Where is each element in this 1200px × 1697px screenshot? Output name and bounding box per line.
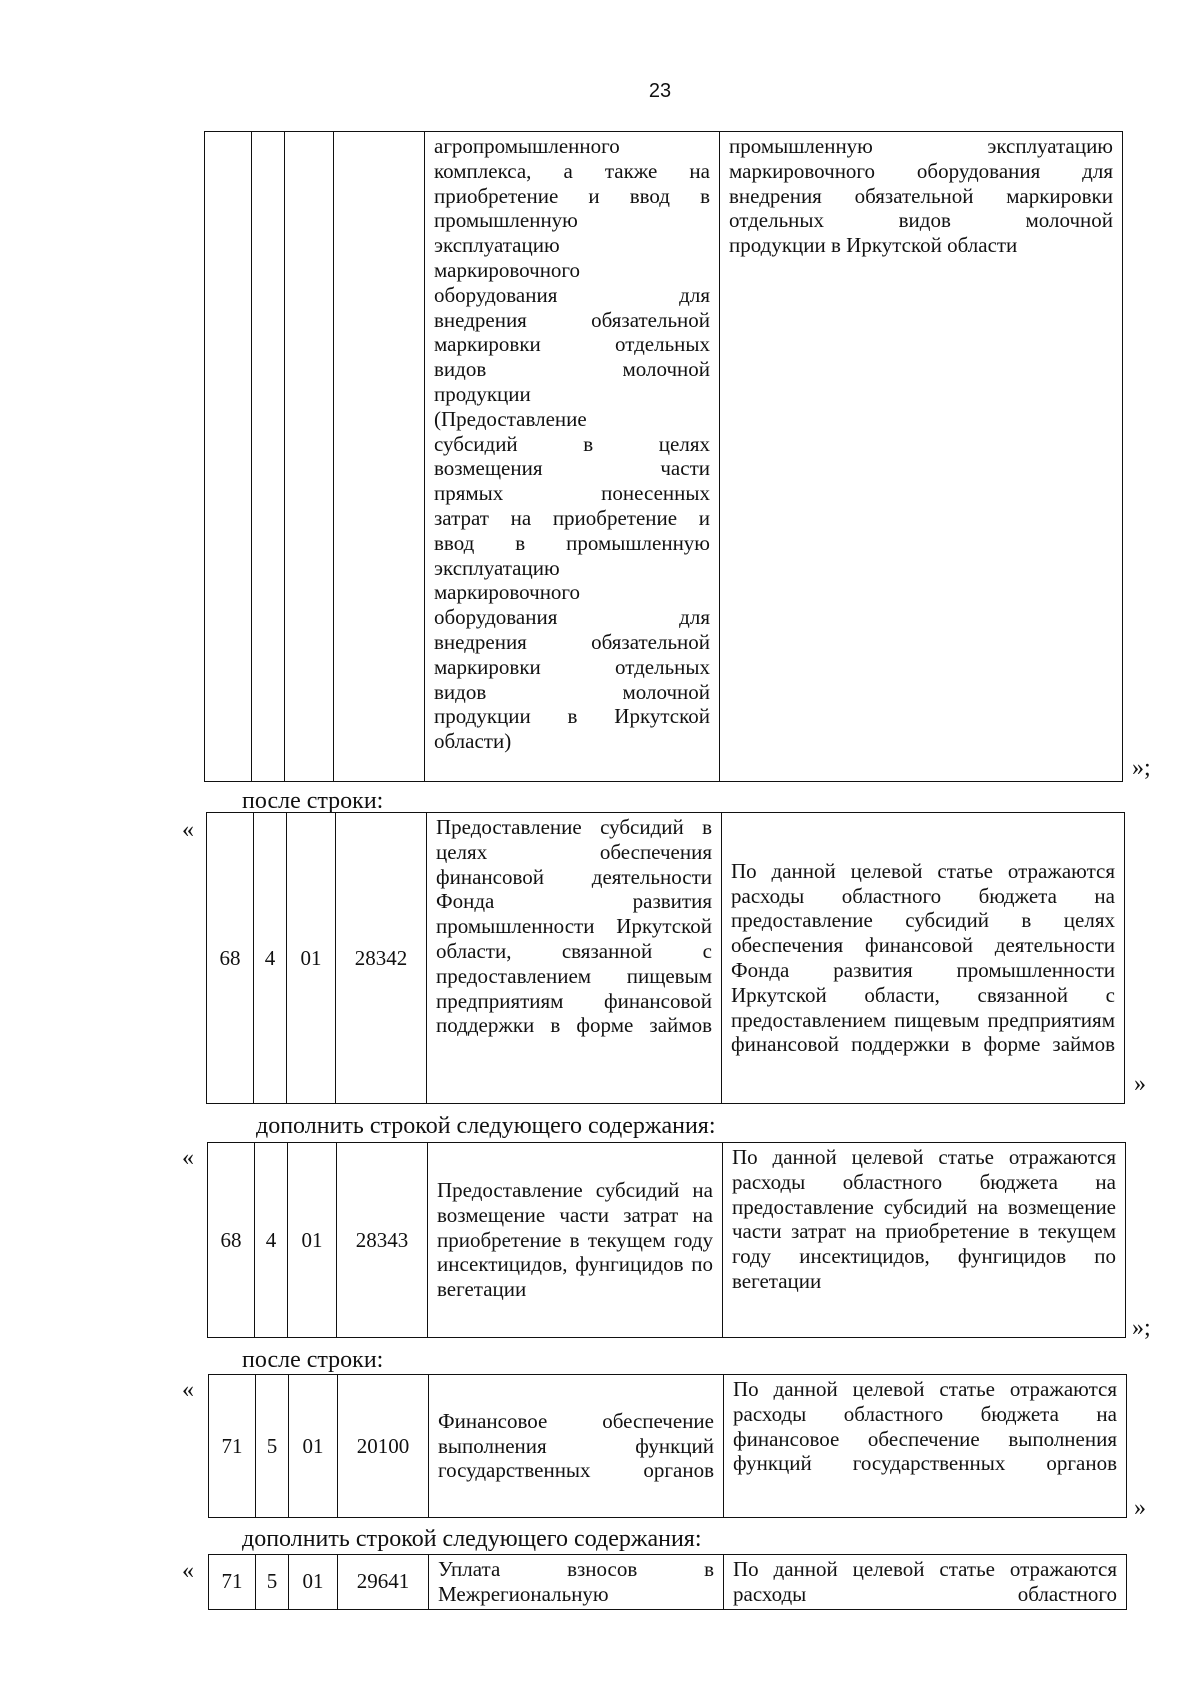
article-name: Финансовое обеспечение выполнения функций государственных органов	[429, 1375, 724, 1518]
article-description: По данной целевой статье отражаются расходы областного	[724, 1555, 1127, 1610]
article-description: По данной целевой статье отражаются расходы областного бюджета на финансовое обеспечение выполнения функций государственных органов	[724, 1375, 1127, 1518]
table-row	[207, 1142, 1126, 1338]
code-direction	[334, 132, 425, 782]
code-direction: 29641	[338, 1555, 429, 1610]
close-quote: »	[1134, 1495, 1146, 1521]
section-heading: после строки:	[242, 1347, 384, 1373]
code-event: 01	[289, 1555, 338, 1610]
code-direction: 20100	[338, 1375, 429, 1518]
code-program: 71	[209, 1375, 256, 1518]
article-name: Уплата взносов в Межрегиональную	[429, 1555, 724, 1610]
section-heading: дополнить строкой следующего содержания:	[256, 1113, 716, 1139]
article-name: Предоставление субсидий на возмещение части затрат на приобретение в текущем году инсектицидов, фунгицидов по вегетации	[428, 1143, 723, 1338]
article-name: Предоставление субсидий в целях обеспечения финансовой деятельности Фонда развития промышленности Иркутской области, связанной с предоставлением пищевым предприятиям финансовой поддержки в форме займов	[427, 813, 722, 1104]
code-direction: 28343	[337, 1143, 428, 1338]
code-program	[205, 132, 252, 782]
close-quote: »;	[1132, 755, 1151, 781]
close-quote: »;	[1132, 1315, 1151, 1341]
article-description: По данной целевой статье отражаются расходы областного бюджета на предоставление субсидий на возмещение части затрат на приобретение в текущем году инсектицидов, фунгицидов по вегетации	[723, 1143, 1126, 1338]
code-direction: 28342	[336, 813, 427, 1104]
code-program: 68	[207, 813, 254, 1104]
article-name: агропромышленного комплекса, а также на приобретение и ввод в промышленную эксплуатацию маркировочного оборудования для внедрения обязательной маркировки отдельных видов молочной продукции (Предоставление субсидий в целях возмещения части прямых понесенных затрат на приобретение и ввод в промышленную эксплуатацию маркировочного оборудования для внедрения обязательной маркировки отдельных видов молочной продукции в Иркутской области)	[425, 132, 720, 782]
code-event	[285, 132, 334, 782]
code-subprogram	[252, 132, 285, 782]
table-row	[208, 1554, 1127, 1610]
open-quote: «	[182, 1377, 194, 1403]
table-row	[204, 131, 1123, 782]
open-quote: «	[182, 817, 194, 843]
open-quote: «	[182, 1558, 194, 1584]
article-description: По данной целевой статье отражаются расходы областного бюджета на предоставление субсидий в целях обеспечения финансовой деятельности Фонда развития промышленности Иркутской области, связанной с предоставлением пищевым предприятиям финансовой поддержки в форме займов	[722, 813, 1125, 1104]
code-subprogram: 5	[256, 1555, 289, 1610]
code-event: 01	[287, 813, 336, 1104]
open-quote: «	[182, 1145, 194, 1171]
table-row	[206, 812, 1125, 1104]
article-description: промышленную эксплуатацию маркировочного оборудования для внедрения обязательной маркировки отдельных видов молочной продукции в Иркутской области	[720, 132, 1123, 782]
close-quote: »	[1134, 1071, 1146, 1097]
code-event: 01	[289, 1375, 338, 1518]
code-program: 71	[209, 1555, 256, 1610]
page-number: 23	[648, 80, 672, 102]
section-heading: дополнить строкой следующего содержания:	[242, 1526, 702, 1552]
section-heading: после строки:	[242, 788, 384, 814]
code-subprogram: 4	[254, 813, 287, 1104]
code-program: 68	[208, 1143, 255, 1338]
table-row	[208, 1374, 1127, 1518]
code-subprogram: 5	[256, 1375, 289, 1518]
code-subprogram: 4	[255, 1143, 288, 1338]
code-event: 01	[288, 1143, 337, 1338]
